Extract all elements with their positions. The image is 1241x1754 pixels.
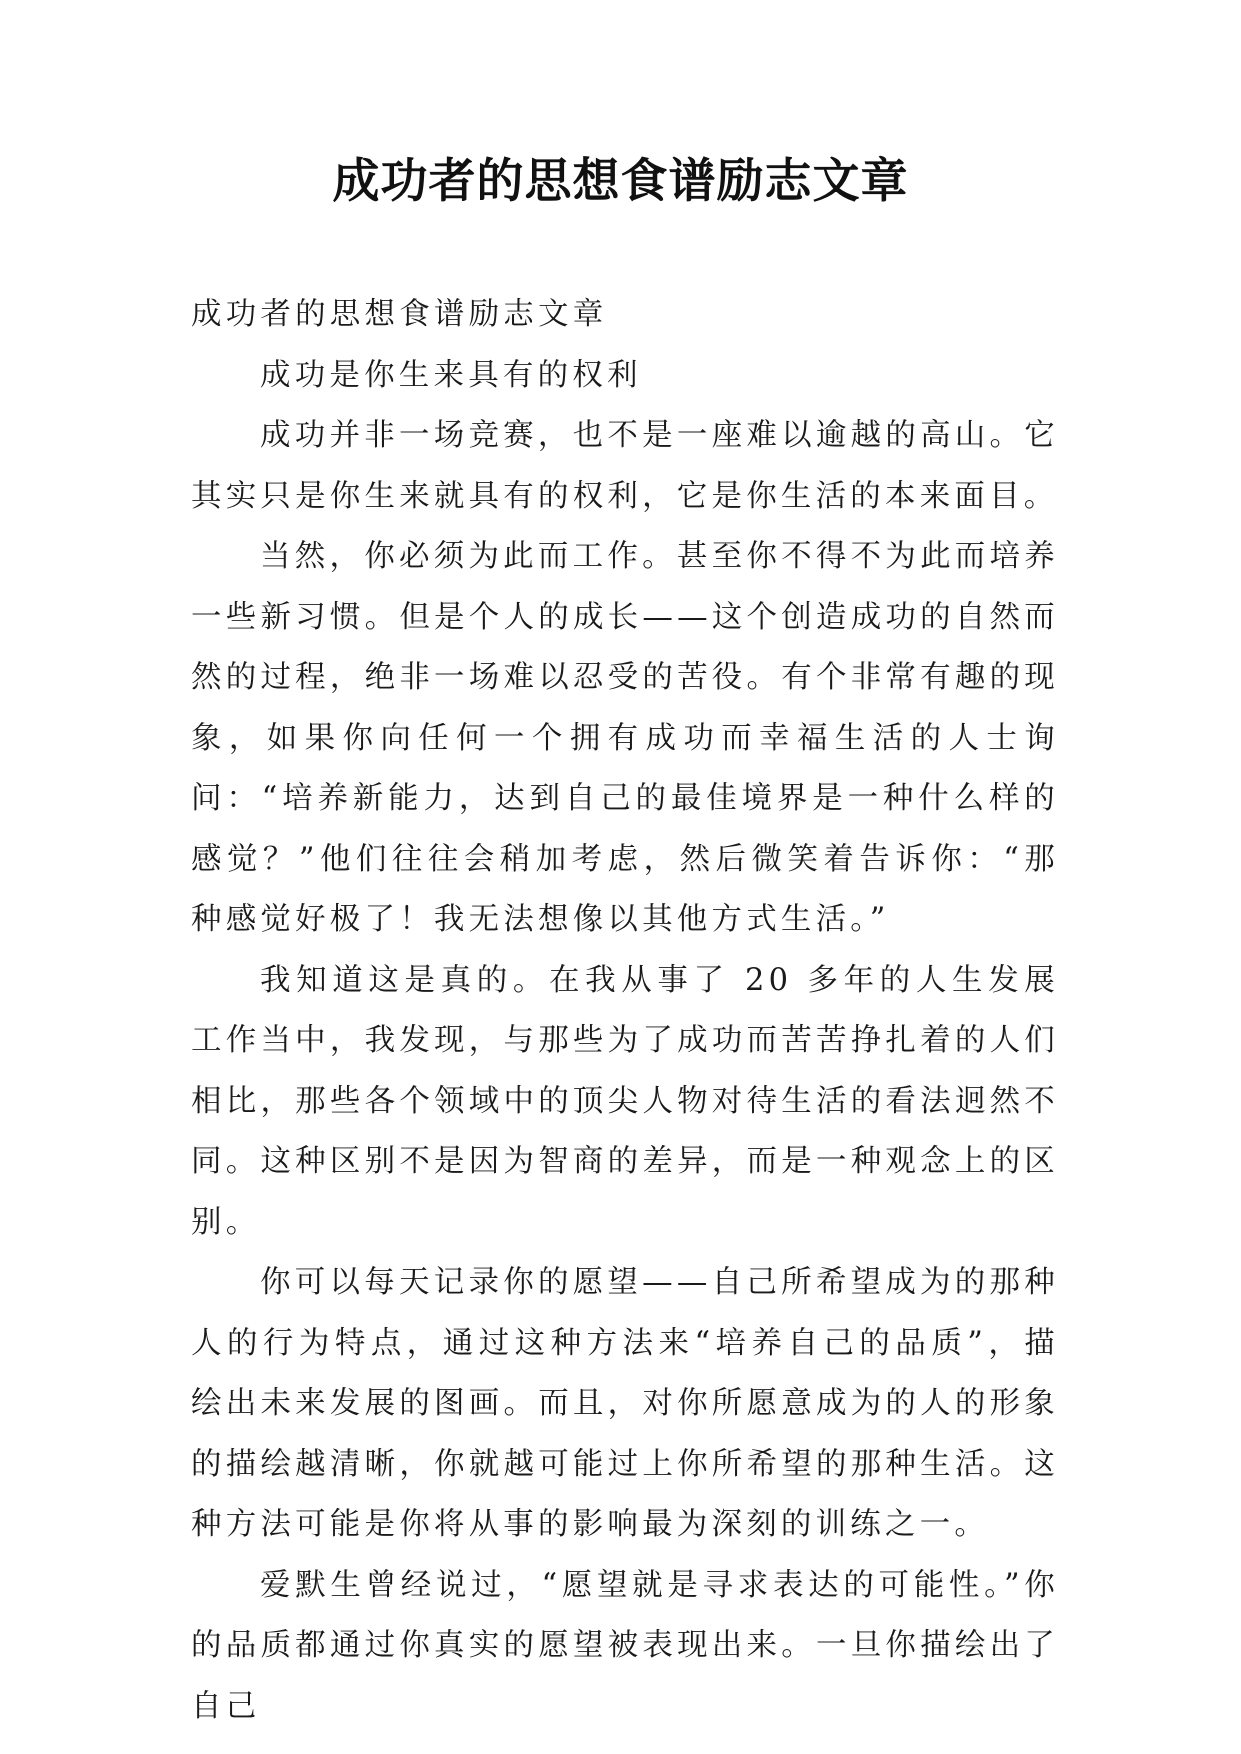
body-paragraph: 你可以每天记录你的愿望——自己所希望成为的那种人的行为特点，通过这种方法来“培养自己的品质”，描绘出未来发展的图画。而且，对你所愿意成为的人的形象的描绘越清晰，你就越可能过上你所希望的那种生活。这种方法可能是你将从事的影响最为深刻的训练之一。 bbox=[191, 1265, 1059, 1542]
body-paragraph: 成功并非一场竞赛，也不是一座难以逾越的高山。它其实只是你生来就具有的权利，它是你生活的本来面目。 bbox=[191, 418, 1059, 514]
subtitle-paragraph: 成功者的思想食谱励志文章 bbox=[191, 297, 608, 332]
section-heading-paragraph: 成功是你生来具有的权利 bbox=[260, 357, 642, 393]
body-paragraph: 当然，你必须为此而工作。甚至你不得不为此而培养一些新习惯。但是个人的成长——这个创造成功的自然而然的过程，绝非一场难以忍受的苦役。有个非常有趣的现象，如果你向任何一个拥有成功而幸福生活的人士询问：“培养新能力，达到自己的最佳境界是一种什么样的感觉？”他们往往会稍加考虑，然后微笑着告诉你：“那种感觉好极了！我无法想像以其他方式生活。” bbox=[191, 539, 1059, 937]
body-paragraph: 我知道这是真的。在我从事了 20 多年的人生发展工作当中，我发现，与那些为了成功而苦苦挣扎着的人们相比，那些各个领域中的顶尖人物对待生活的看法迥然不同。这种区别不是因为智商的差异，而是一种观念上的区别。 bbox=[191, 962, 1059, 1240]
document-body bbox=[191, 285, 1059, 1737]
document-title: 成功者的思想食谱励志文章 bbox=[332, 154, 909, 209]
body-paragraph: 爱默生曾经说过，“愿望就是寻求表达的可能性。”你的品质都通过你真实的愿望被表现出来。一旦你描绘出了自己 bbox=[191, 1567, 1059, 1724]
